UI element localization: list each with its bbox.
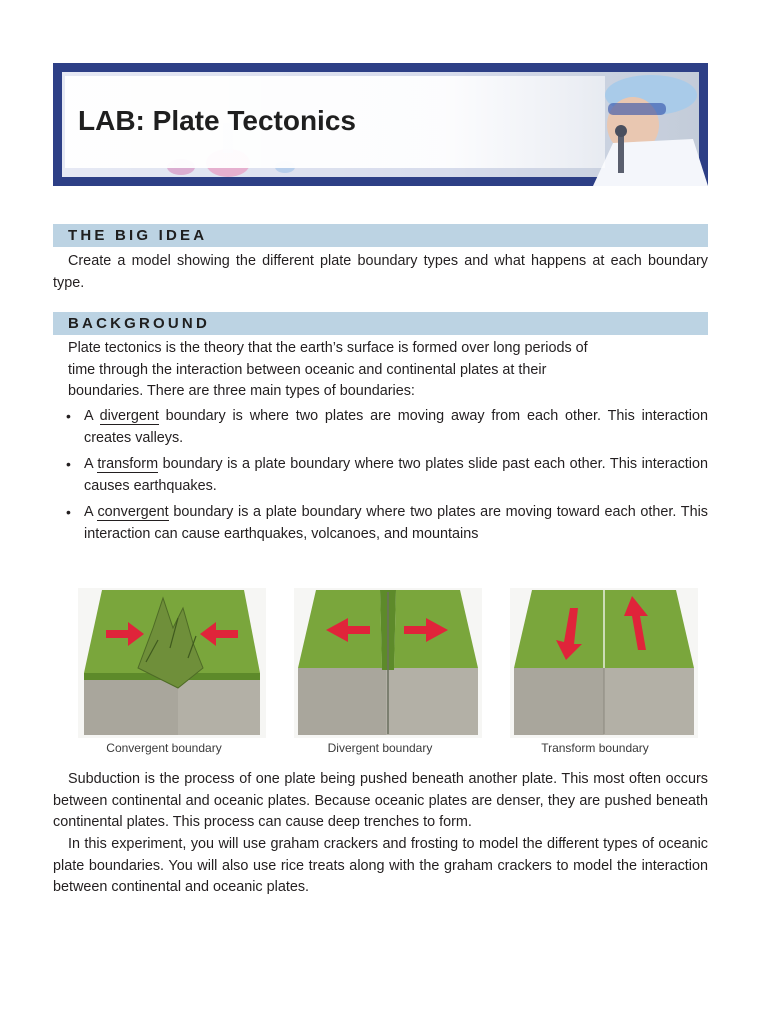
diagram-caption: Transform boundary xyxy=(541,741,649,755)
intro-line: boundaries. There are three main types of boundaries: xyxy=(68,383,415,399)
subduction-paragraph: Subduction is the process of one plate being pushed beneath another plate. This most often occurs between continental and oceanic plates. Because oceanic plates are denser, they are pushed beneath continental plates. This process can cause deep trenches to form. xyxy=(53,771,708,830)
experiment-paragraph: In this experiment, you will use graham crackers and frosting to model the different types of oceanic plate boundaries. You will also use rice treats along with the graham crackers to model the interaction between continental and oceanic plates. xyxy=(53,836,708,895)
title-banner xyxy=(53,63,708,186)
intro-line: Plate tectonics is the theory that the earth’s surface is formed over long periods of xyxy=(68,340,588,356)
list-item: • A divergent boundary is where two plates are moving away from each other. This interaction creates valleys. xyxy=(53,406,708,449)
background-intro xyxy=(53,338,708,403)
term-convergent: convergent xyxy=(97,504,169,520)
section-heading: THE BIG IDEA xyxy=(68,227,208,244)
boundary-type-list xyxy=(53,406,708,550)
transform-boundary-diagram xyxy=(510,588,698,738)
list-item: • A convergent boundary is a plate boundary where two plates are moving toward each other. This interaction can cause earthquakes, volcanoes, and mountains xyxy=(53,502,708,545)
convergent-boundary-diagram xyxy=(78,588,266,738)
divergent-boundary-diagram xyxy=(294,588,482,738)
intro-line: time through the interaction between oceanic and continental plates at their xyxy=(68,361,547,378)
term-transform: transform xyxy=(97,456,159,472)
section-heading: BACKGROUND xyxy=(68,315,210,332)
term-divergent: divergent xyxy=(99,408,159,424)
diagram-caption: Convergent boundary xyxy=(106,741,222,755)
big-idea-text: Create a model showing the different plate boundary types and what happens at each boundary type. xyxy=(53,253,708,291)
section-header-background xyxy=(53,312,708,335)
section-header-big-idea xyxy=(53,224,708,247)
list-item: • A transform boundary is a plate boundary where two plates slide past each other. This interaction causes earthquakes. xyxy=(53,454,708,497)
page-title: LAB: Plate Tectonics xyxy=(78,105,356,136)
diagram-caption: Divergent boundary xyxy=(327,741,433,755)
